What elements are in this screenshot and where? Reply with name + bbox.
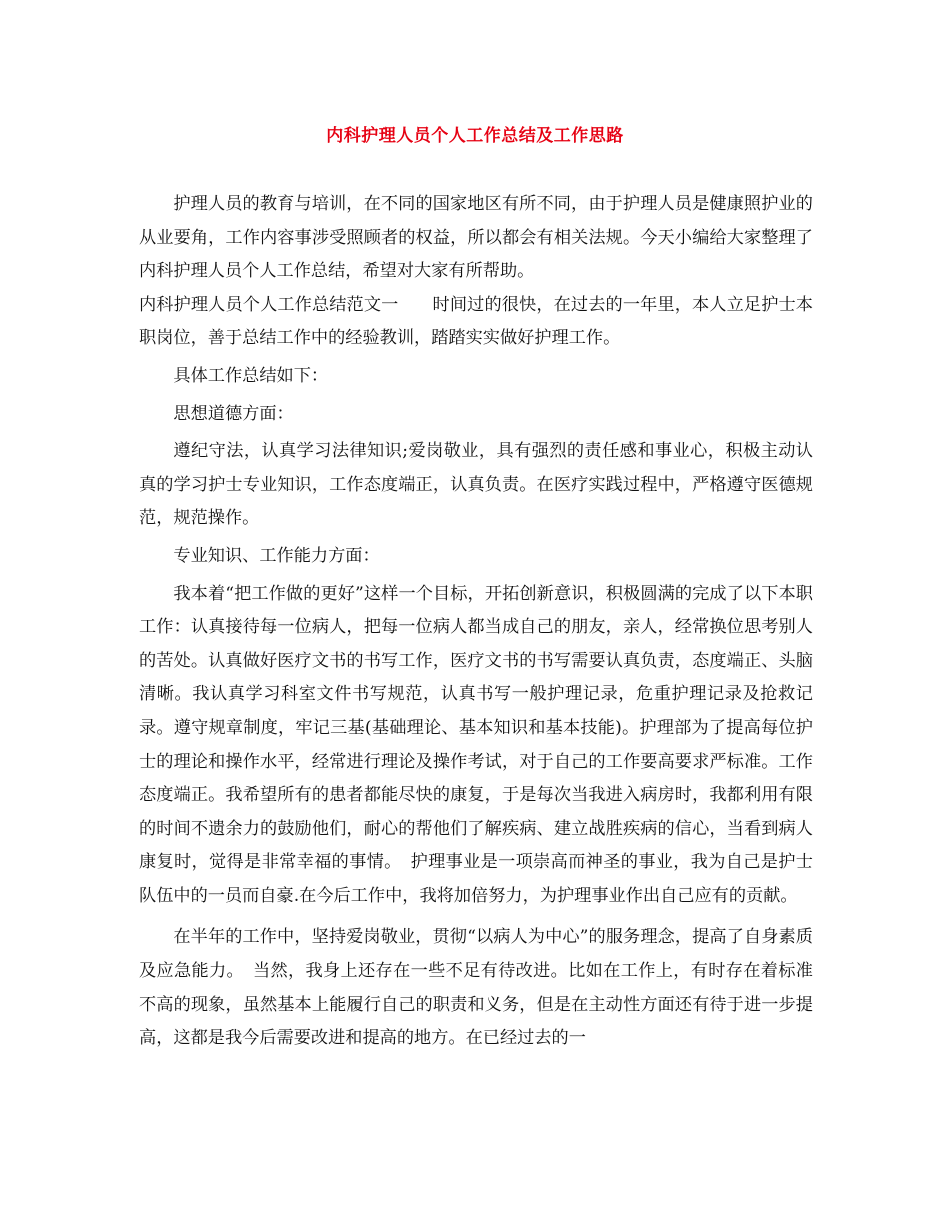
skills-text: 我本着“把工作做的更好”这样一个目标，开拓创新意识，积极圆满的完成了以下本职工作：认真接待每一位病人，把每一位病人都当成自己的朋友，亲人，经常换位思考别人的苦处。认真做好医疗文书的书写工作，医疗文书的书写需要认真负责，态度端正、头脑清晰。我认真学习科室文件书写规范，认真书写一般护理记录，危重护理记录及抢救记录。遵守规章制度，牢记三基(基础理论、基本知识和基本技能)。护理部为了提高每位护士的理论和操作水平，经常进行理论及操作考试，对于自己的工作要高要求严标准。工作态度端正。我希望所有的患者都能尽快的康复，于是每次当我进入病房时，我都利用有限的时间不遗余力的鼓励他们，耐心的帮他们了解疾病、建立战胜疾病的信心，当看到病人康复时，觉得是非常幸福的事情。 <box>139 583 813 873</box>
summary-heading-line <box>139 289 813 356</box>
section-heading-skills: 专业知识、工作能力方面： <box>173 545 380 566</box>
sample-heading: 内科护理人员个人工作总结范文一 <box>139 294 399 315</box>
document-title: 内科护理人员个人工作总结及工作思路 <box>326 126 624 146</box>
inline-gap <box>393 852 411 872</box>
dedication-text: 护理事业是一项崇高而神圣的事业，我为自己是护士队伍中的一员而自豪.在今后工作中，我将加倍努力，为护理事业作出自己应有的贡献。 <box>139 852 813 906</box>
document-body <box>139 188 813 1056</box>
skills-paragraph <box>139 578 813 914</box>
ethics-paragraph: 遵纪守法，认真学习法律知识;爱岗敬业，具有强烈的责任感和事业心，积极主动认真的学习护士专业知识，工作态度端正，认真负责。在医疗实践过程中，严格遵守医德规范，规范操作。 <box>139 441 813 529</box>
reflection-paragraph <box>139 921 813 1055</box>
inline-gap <box>235 961 253 981</box>
improvement-text: 当然，我身上还存在一些不足有待改进。比如在工作上，有时存在着标准不高的现象，虽然基本上能履行自己的职责和义务，但是在主动性方面还有待于进一步提高，这都是我今后需要改进和提高的地方。在已经过去的一 <box>139 961 813 1049</box>
opening-sentence: 时间过的很快，在过去的一年里，本人立足护士本职岗位，善于总结工作中的经验教训，踏踏实实做好护理工作。 <box>139 294 813 349</box>
summary-intro: 具体工作总结如下： <box>173 365 329 386</box>
section-heading-ethics: 思想道德方面： <box>173 403 294 424</box>
intro-paragraph: 护理人员的教育与培训，在不同的国家地区有所不同，由于护理人员是健康照护业的从业要角，工作内容事涉受照顾者的权益，所以都会有相关法规。今天小编给大家整理了内科护理人员个人工作总结，希望对大家有所帮助。 <box>139 194 813 282</box>
half-year-text: 在半年的工作中，坚持爱岗敬业，贯彻“以病人为中心”的服务理念，提高了自身素质及应急能力。 <box>139 927 813 982</box>
